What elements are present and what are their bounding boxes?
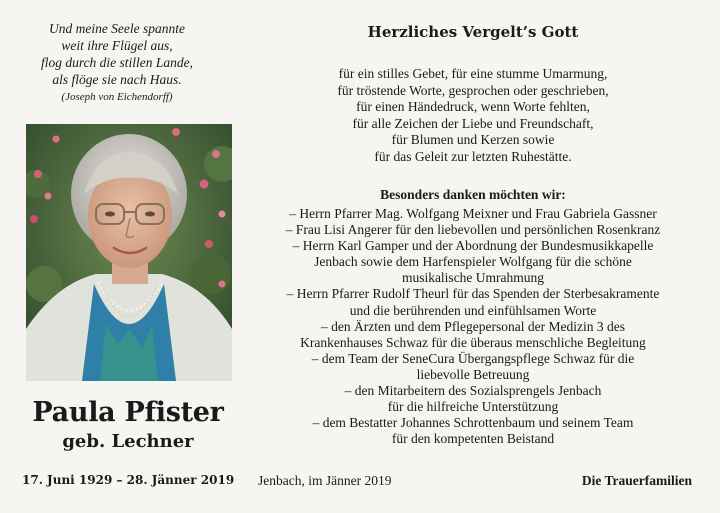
intro-line: für einen Händedruck, wenn Worte fehlten, bbox=[356, 99, 590, 115]
intro-line: für alle Zeichen der Liebe und Freundschaft, bbox=[352, 115, 594, 131]
thanks-line: für die hilfreiche Unterstützung bbox=[387, 399, 559, 415]
poem-line: als flöge sie nach Haus. bbox=[52, 72, 182, 87]
poem-line: Und meine Seele spannte bbox=[48, 21, 186, 36]
thanks-line: – den Mitarbeitern des Sozialsprengels Jenbach bbox=[344, 383, 602, 399]
place-date: Jenbach, im Jänner 2019 bbox=[258, 473, 392, 488]
gratitude-intro bbox=[248, 66, 698, 166]
thanks-line: – Herrn Karl Gamper und der Abordnung der Bundesmusikkapelle bbox=[292, 238, 654, 254]
thanks-line: für den kompetenten Beistand bbox=[391, 431, 555, 447]
life-dates: 17. Juni 1929 – 28. Jänner 2019 bbox=[22, 473, 235, 487]
intro-line: für das Geleit zur letzten Ruhestätte. bbox=[374, 148, 572, 164]
thanks-line: liebevolle Betreuung bbox=[416, 366, 530, 382]
poem-line: weit ihre Flügel aus, bbox=[61, 38, 173, 53]
thanks-line: musikalische Umrahmung bbox=[401, 270, 545, 286]
thanks-line: Krankenhauses Schwaz für die überaus menschliche Begleitung bbox=[300, 334, 646, 350]
thanks-heading: Besonders danken möchten wir: bbox=[380, 187, 566, 202]
deceased-name-block bbox=[22, 396, 234, 454]
thanks-line: Jenbach sowie dem Harfenspieler Wolfgang für die schöne bbox=[314, 254, 632, 270]
thanks-line: – Herrn Pfarrer Rudolf Theurl für das Spenden der Sterbesakramente bbox=[286, 286, 660, 302]
maiden-name: geb. Lechner bbox=[62, 431, 194, 452]
thanks-line: und die berührenden und einfühlsamen Worte bbox=[349, 302, 597, 318]
thanks-line: – den Ärzten und dem Pflegepersonal der Medizin 3 des bbox=[320, 318, 626, 334]
poem-author: (Joseph von Eichendorff) bbox=[61, 91, 173, 103]
intro-line: für tröstende Worte, gesprochen oder geschrieben, bbox=[337, 82, 609, 98]
thanks-line: – Herrn Pfarrer Mag. Wolfgang Meixner und Frau Gabriela Gassner bbox=[289, 206, 657, 221]
thanks-line: – dem Team der SeneCura Übergangspflege Schwaz für die bbox=[311, 350, 635, 366]
page-title: Herzliches Vergelt’s Gott bbox=[367, 23, 579, 41]
deceased-name: Paula Pfister bbox=[32, 397, 224, 428]
portrait-image bbox=[26, 124, 232, 381]
thanks-line: – dem Bestatter Johannes Schrottenbaum und seinem Team bbox=[312, 415, 634, 431]
thanks-line: – Frau Lisi Angerer für den liebevollen und persönlichen Rosenkranz bbox=[285, 222, 661, 238]
signature: Die Trauerfamilien bbox=[581, 473, 692, 488]
intro-line: für ein stilles Gebet, für eine stumme Umarmung, bbox=[338, 66, 608, 81]
intro-line: für Blumen und Kerzen sowie bbox=[391, 132, 555, 148]
thanks-list bbox=[248, 206, 698, 447]
poem bbox=[22, 20, 212, 105]
portrait-photo bbox=[26, 124, 232, 381]
poem-line: flog durch die stillen Lande, bbox=[40, 55, 194, 70]
